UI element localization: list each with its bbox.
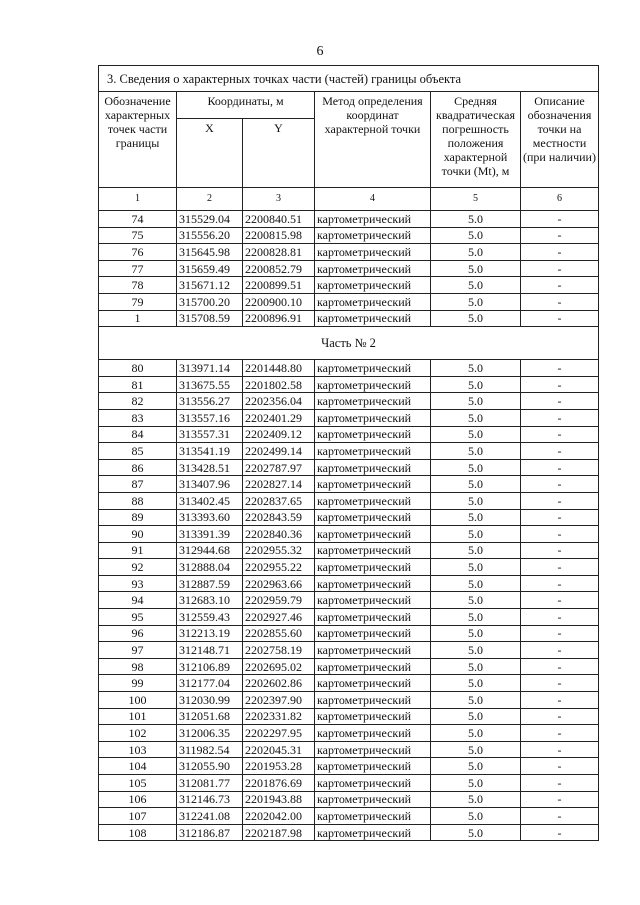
accuracy: 5.0 — [431, 277, 521, 294]
coord-x: 312146.73 — [177, 791, 243, 808]
coord-y: 2202297.95 — [243, 725, 315, 742]
coord-y: 2200900.10 — [243, 293, 315, 310]
point-number: 94 — [99, 592, 177, 609]
coord-y: 2201876.69 — [243, 775, 315, 792]
method: картометрический — [315, 509, 431, 526]
accuracy: 5.0 — [431, 775, 521, 792]
accuracy: 5.0 — [431, 476, 521, 493]
description: - — [521, 559, 599, 576]
coord-x: 315708.59 — [177, 310, 243, 327]
column-number-row — [99, 188, 599, 211]
coord-y: 2202042.00 — [243, 808, 315, 825]
point-number: 101 — [99, 708, 177, 725]
method: картометрический — [315, 443, 431, 460]
accuracy: 5.0 — [431, 808, 521, 825]
coord-y: 2202187.98 — [243, 824, 315, 841]
coord-y: 2200840.51 — [243, 211, 315, 228]
coord-y: 2200899.51 — [243, 277, 315, 294]
point-number: 93 — [99, 575, 177, 592]
coord-x: 313393.60 — [177, 509, 243, 526]
point-number: 100 — [99, 692, 177, 709]
coord-x: 313675.55 — [177, 376, 243, 393]
table-row — [99, 277, 599, 294]
method: картометрический — [315, 360, 431, 377]
table-row — [99, 642, 599, 659]
point-number: 81 — [99, 376, 177, 393]
point-number: 104 — [99, 758, 177, 775]
method: картометрический — [315, 575, 431, 592]
table-row — [99, 459, 599, 476]
accuracy: 5.0 — [431, 492, 521, 509]
accuracy: 5.0 — [431, 542, 521, 559]
coord-x: 315671.12 — [177, 277, 243, 294]
table-row — [99, 575, 599, 592]
accuracy: 5.0 — [431, 376, 521, 393]
table-row — [99, 658, 599, 675]
table-row — [99, 476, 599, 493]
coord-y: 2202602.86 — [243, 675, 315, 692]
description: - — [521, 459, 599, 476]
description: - — [521, 409, 599, 426]
method: картометрический — [315, 692, 431, 709]
coord-y: 2202927.46 — [243, 609, 315, 626]
point-number: 103 — [99, 741, 177, 758]
point-number: 91 — [99, 542, 177, 559]
coord-y: 2202499.14 — [243, 443, 315, 460]
column-number: 1 — [99, 188, 177, 211]
description: - — [521, 775, 599, 792]
point-number: 98 — [99, 658, 177, 675]
coord-y: 2202963.66 — [243, 575, 315, 592]
coord-y: 2202356.04 — [243, 393, 315, 410]
coord-y: 2200896.91 — [243, 310, 315, 327]
table-row — [99, 293, 599, 310]
accuracy: 5.0 — [431, 609, 521, 626]
description: - — [521, 426, 599, 443]
point-number: 96 — [99, 625, 177, 642]
table-row — [99, 426, 599, 443]
description: - — [521, 244, 599, 261]
coord-x: 312186.87 — [177, 824, 243, 841]
coord-y: 2202401.29 — [243, 409, 315, 426]
coord-y: 2201802.58 — [243, 376, 315, 393]
part-title-row — [99, 327, 599, 360]
point-number: 79 — [99, 293, 177, 310]
description: - — [521, 476, 599, 493]
method: картометрический — [315, 675, 431, 692]
coord-y: 2202959.79 — [243, 592, 315, 609]
table-row — [99, 244, 599, 261]
method: картометрический — [315, 824, 431, 841]
coord-x: 312055.90 — [177, 758, 243, 775]
accuracy: 5.0 — [431, 692, 521, 709]
coord-x: 315556.20 — [177, 227, 243, 244]
table-row — [99, 376, 599, 393]
coord-x: 315700.20 — [177, 293, 243, 310]
accuracy: 5.0 — [431, 526, 521, 543]
accuracy: 5.0 — [431, 575, 521, 592]
method: картометрический — [315, 741, 431, 758]
table-row — [99, 559, 599, 576]
section-title-row — [99, 66, 599, 92]
header-y: Y — [243, 119, 315, 188]
description: - — [521, 393, 599, 410]
method: картометрический — [315, 260, 431, 277]
accuracy: 5.0 — [431, 658, 521, 675]
accuracy: 5.0 — [431, 675, 521, 692]
header-accuracy: Средняя квадратическая погрешность положения характерной точки (Mt), м — [431, 92, 521, 188]
coord-y: 2201448.80 — [243, 360, 315, 377]
table-row — [99, 808, 599, 825]
method: картометрический — [315, 244, 431, 261]
method: картометрический — [315, 708, 431, 725]
coord-x: 313407.96 — [177, 476, 243, 493]
coord-x: 313541.19 — [177, 443, 243, 460]
coord-y: 2201943.88 — [243, 791, 315, 808]
method: картометрический — [315, 642, 431, 659]
point-number: 78 — [99, 277, 177, 294]
description: - — [521, 509, 599, 526]
point-number: 99 — [99, 675, 177, 692]
page-number: 6 — [316, 44, 324, 59]
coord-y: 2202843.59 — [243, 509, 315, 526]
point-number: 89 — [99, 509, 177, 526]
description: - — [521, 492, 599, 509]
coord-x: 312559.43 — [177, 609, 243, 626]
accuracy: 5.0 — [431, 393, 521, 410]
description: - — [521, 609, 599, 626]
accuracy: 5.0 — [431, 409, 521, 426]
method: картометрический — [315, 227, 431, 244]
method: картометрический — [315, 808, 431, 825]
table-row — [99, 526, 599, 543]
coord-y: 2200815.98 — [243, 227, 315, 244]
coord-y: 2202955.32 — [243, 542, 315, 559]
table-row — [99, 775, 599, 792]
point-number: 85 — [99, 443, 177, 460]
coord-x: 312944.68 — [177, 542, 243, 559]
method: картометрический — [315, 426, 431, 443]
header-point-label: Обозначение характерных точек части границы — [99, 92, 177, 188]
column-number: 6 — [521, 188, 599, 211]
table-row — [99, 692, 599, 709]
description: - — [521, 376, 599, 393]
point-number: 77 — [99, 260, 177, 277]
method: картометрический — [315, 609, 431, 626]
description: - — [521, 260, 599, 277]
description: - — [521, 310, 599, 327]
method: картометрический — [315, 393, 431, 410]
description: - — [521, 526, 599, 543]
accuracy: 5.0 — [431, 708, 521, 725]
accuracy: 5.0 — [431, 741, 521, 758]
coord-x: 312006.35 — [177, 725, 243, 742]
description: - — [521, 211, 599, 228]
coord-y: 2202955.22 — [243, 559, 315, 576]
description: - — [521, 625, 599, 642]
accuracy: 5.0 — [431, 244, 521, 261]
coord-y: 2202855.60 — [243, 625, 315, 642]
point-number: 107 — [99, 808, 177, 825]
table-row — [99, 675, 599, 692]
description: - — [521, 692, 599, 709]
coord-y: 2202837.65 — [243, 492, 315, 509]
coord-y: 2202827.14 — [243, 476, 315, 493]
point-number: 102 — [99, 725, 177, 742]
method: картометрический — [315, 376, 431, 393]
accuracy: 5.0 — [431, 211, 521, 228]
column-number: 5 — [431, 188, 521, 211]
table-row — [99, 211, 599, 228]
coord-x: 312887.59 — [177, 575, 243, 592]
accuracy: 5.0 — [431, 725, 521, 742]
point-number: 80 — [99, 360, 177, 377]
method: картометрический — [315, 758, 431, 775]
header-method: Метод определения координат характерной точки — [315, 92, 431, 188]
point-number: 82 — [99, 393, 177, 410]
part-title: Часть № 2 — [99, 327, 599, 360]
point-number: 84 — [99, 426, 177, 443]
header-x: X — [177, 119, 243, 188]
coord-x: 312051.68 — [177, 708, 243, 725]
coord-x: 311982.54 — [177, 741, 243, 758]
coord-y: 2202840.36 — [243, 526, 315, 543]
coord-y: 2202787.97 — [243, 459, 315, 476]
table-row — [99, 824, 599, 841]
boundary-points-table — [98, 65, 599, 841]
coord-y: 2202331.82 — [243, 708, 315, 725]
table-row — [99, 360, 599, 377]
table-row — [99, 409, 599, 426]
table-row — [99, 741, 599, 758]
method: картометрический — [315, 277, 431, 294]
table-row — [99, 509, 599, 526]
coord-x: 312177.04 — [177, 675, 243, 692]
table-row — [99, 592, 599, 609]
accuracy: 5.0 — [431, 642, 521, 659]
table-row — [99, 492, 599, 509]
description: - — [521, 791, 599, 808]
description: - — [521, 725, 599, 742]
accuracy: 5.0 — [431, 509, 521, 526]
method: картометрический — [315, 625, 431, 642]
coord-x: 312148.71 — [177, 642, 243, 659]
coord-x: 315659.49 — [177, 260, 243, 277]
point-number: 1 — [99, 310, 177, 327]
coord-x: 312888.04 — [177, 559, 243, 576]
coord-x: 313557.31 — [177, 426, 243, 443]
point-number: 88 — [99, 492, 177, 509]
coord-y: 2200852.79 — [243, 260, 315, 277]
table-row — [99, 791, 599, 808]
method: картометрический — [315, 459, 431, 476]
accuracy: 5.0 — [431, 791, 521, 808]
coord-y: 2202409.12 — [243, 426, 315, 443]
table-row — [99, 310, 599, 327]
method: картометрический — [315, 559, 431, 576]
accuracy: 5.0 — [431, 260, 521, 277]
coord-x: 312030.99 — [177, 692, 243, 709]
method: картометрический — [315, 526, 431, 543]
method: картометрический — [315, 409, 431, 426]
point-number: 83 — [99, 409, 177, 426]
table-row — [99, 758, 599, 775]
method: картометрический — [315, 310, 431, 327]
description: - — [521, 592, 599, 609]
column-number: 4 — [315, 188, 431, 211]
method: картометрический — [315, 211, 431, 228]
coord-x: 312081.77 — [177, 775, 243, 792]
accuracy: 5.0 — [431, 824, 521, 841]
column-number: 2 — [177, 188, 243, 211]
coord-x: 313971.14 — [177, 360, 243, 377]
accuracy: 5.0 — [431, 227, 521, 244]
header-coords: Координаты, м — [177, 92, 315, 119]
description: - — [521, 758, 599, 775]
method: картометрический — [315, 725, 431, 742]
accuracy: 5.0 — [431, 293, 521, 310]
accuracy: 5.0 — [431, 459, 521, 476]
method: картометрический — [315, 492, 431, 509]
coord-x: 312241.08 — [177, 808, 243, 825]
description: - — [521, 293, 599, 310]
description: - — [521, 708, 599, 725]
point-number: 97 — [99, 642, 177, 659]
coord-x: 313391.39 — [177, 526, 243, 543]
coord-x: 313402.45 — [177, 492, 243, 509]
coord-x: 312213.19 — [177, 625, 243, 642]
method: картометрический — [315, 542, 431, 559]
point-number: 75 — [99, 227, 177, 244]
description: - — [521, 360, 599, 377]
description: - — [521, 741, 599, 758]
accuracy: 5.0 — [431, 360, 521, 377]
header-row — [99, 92, 599, 119]
table-row — [99, 443, 599, 460]
accuracy: 5.0 — [431, 310, 521, 327]
coord-y: 2202397.90 — [243, 692, 315, 709]
description: - — [521, 575, 599, 592]
table-row — [99, 393, 599, 410]
point-number: 74 — [99, 211, 177, 228]
table-row — [99, 260, 599, 277]
coord-x: 313428.51 — [177, 459, 243, 476]
table-row — [99, 725, 599, 742]
description: - — [521, 227, 599, 244]
description: - — [521, 824, 599, 841]
table-row — [99, 542, 599, 559]
point-number: 106 — [99, 791, 177, 808]
table-row — [99, 708, 599, 725]
accuracy: 5.0 — [431, 758, 521, 775]
point-number: 105 — [99, 775, 177, 792]
point-number: 92 — [99, 559, 177, 576]
point-number: 90 — [99, 526, 177, 543]
method: картометрический — [315, 592, 431, 609]
column-number: 3 — [243, 188, 315, 211]
table-row — [99, 227, 599, 244]
coord-x: 312683.10 — [177, 592, 243, 609]
coord-x: 312106.89 — [177, 658, 243, 675]
point-number: 87 — [99, 476, 177, 493]
accuracy: 5.0 — [431, 625, 521, 642]
point-number: 76 — [99, 244, 177, 261]
method: картометрический — [315, 293, 431, 310]
coord-x: 315645.98 — [177, 244, 243, 261]
description: - — [521, 443, 599, 460]
coord-y: 2202045.31 — [243, 741, 315, 758]
point-number: 108 — [99, 824, 177, 841]
description: - — [521, 642, 599, 659]
description: - — [521, 542, 599, 559]
description: - — [521, 277, 599, 294]
method: картометрический — [315, 476, 431, 493]
point-number: 95 — [99, 609, 177, 626]
method: картометрический — [315, 658, 431, 675]
coord-y: 2200828.81 — [243, 244, 315, 261]
accuracy: 5.0 — [431, 443, 521, 460]
coord-y: 2201953.28 — [243, 758, 315, 775]
point-number: 86 — [99, 459, 177, 476]
coord-y: 2202695.02 — [243, 658, 315, 675]
table-row — [99, 625, 599, 642]
table-row — [99, 609, 599, 626]
coord-y: 2202758.19 — [243, 642, 315, 659]
header-description: Описание обозначения точки на местности (при наличии) — [521, 92, 599, 188]
accuracy: 5.0 — [431, 559, 521, 576]
description: - — [521, 675, 599, 692]
accuracy: 5.0 — [431, 592, 521, 609]
coord-x: 313556.27 — [177, 393, 243, 410]
accuracy: 5.0 — [431, 426, 521, 443]
section-title: 3. Сведения о характерных точках части (частей) границы объекта — [99, 66, 599, 92]
method: картометрический — [315, 775, 431, 792]
method: картометрический — [315, 791, 431, 808]
description: - — [521, 658, 599, 675]
coord-x: 313557.16 — [177, 409, 243, 426]
coord-x: 315529.04 — [177, 211, 243, 228]
description: - — [521, 808, 599, 825]
